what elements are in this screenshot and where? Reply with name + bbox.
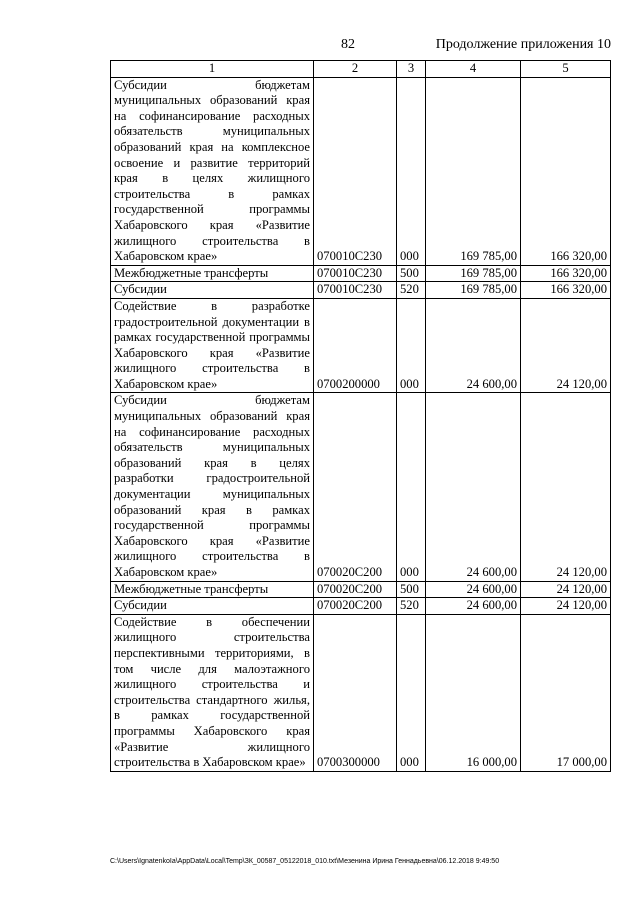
row-expense-type: 520 (397, 282, 426, 299)
budget-table (110, 60, 611, 772)
row-code: 070010С230 (314, 77, 397, 265)
row-sum-first: 169 785,00 (426, 282, 521, 299)
row-sum-second: 24 120,00 (521, 598, 611, 615)
row-name: Межбюджетные трансферты (111, 581, 314, 598)
row-code: 070010С230 (314, 265, 397, 282)
row-sum-first: 24 600,00 (426, 393, 521, 581)
row-expense-type: 000 (397, 77, 426, 265)
row-name: Субсидии (111, 282, 314, 299)
row-code: 070020С200 (314, 393, 397, 581)
row-sum-first: 24 600,00 (426, 298, 521, 393)
column-header: 2 (314, 61, 397, 78)
row-expense-type: 500 (397, 265, 426, 282)
column-number-row (111, 61, 611, 78)
appendix-label: Продолжение приложения 10 (435, 37, 611, 52)
row-name: Содействие в разработке градостроительной документации в рамках государственной программы Хабаровского края «Развитие жилищного строительства в Хабаровском крае» (111, 298, 314, 393)
row-code: 070010С230 (314, 282, 397, 299)
row-sum-first: 169 785,00 (426, 77, 521, 265)
table-row (111, 298, 611, 393)
column-header: 5 (521, 61, 611, 78)
column-header: 1 (111, 61, 314, 78)
row-sum-first: 24 600,00 (426, 598, 521, 615)
row-code: 070020С200 (314, 581, 397, 598)
row-sum-second: 166 320,00 (521, 265, 611, 282)
table-row (111, 282, 611, 299)
row-sum-second: 166 320,00 (521, 77, 611, 265)
row-name: Субсидии бюджетам муниципальных образований края на софинансирование расходных обязательств муниципальных образований края на комплексное освоение и развитие территорий края в целях жилищного строительства в рамках государственной программы Хабаровского края «Развитие жилищного строительства в Хабаровском крае» (111, 77, 314, 265)
table-row (111, 581, 611, 598)
row-sum-first: 169 785,00 (426, 265, 521, 282)
column-header: 3 (397, 61, 426, 78)
row-expense-type: 520 (397, 598, 426, 615)
page-number: 82 (341, 37, 355, 52)
row-code: 0700300000 (314, 614, 397, 771)
row-sum-second: 24 120,00 (521, 393, 611, 581)
row-expense-type: 500 (397, 581, 426, 598)
table-row (111, 598, 611, 615)
table-row (111, 614, 611, 771)
row-sum-second: 24 120,00 (521, 581, 611, 598)
row-name: Субсидии бюджетам муниципальных образований края на софинансирование расходных обязательств муниципальных образований края в целях разработки градостроительной документации муниципальных образований края в рамках государственной программы Хабаровского края «Развитие жилищного строительства в Хабаровском крае» (111, 393, 314, 581)
row-sum-second: 17 000,00 (521, 614, 611, 771)
row-code: 070020С200 (314, 598, 397, 615)
table-row (111, 265, 611, 282)
row-sum-second: 24 120,00 (521, 298, 611, 393)
file-path-footer: C:\Users\IgnatenkoIa\AppData\Local\Temp\ЗК_00587_05122018_010.txt\Мезенина Ирина Геннадьевна\06.12.2018 9:49:50 (110, 858, 500, 865)
row-expense-type: 000 (397, 393, 426, 581)
row-sum-second: 166 320,00 (521, 282, 611, 299)
row-sum-first: 24 600,00 (426, 581, 521, 598)
row-name: Субсидии (111, 598, 314, 615)
table-row (111, 77, 611, 265)
row-code: 0700200000 (314, 298, 397, 393)
row-sum-first: 16 000,00 (426, 614, 521, 771)
column-header: 4 (426, 61, 521, 78)
row-name: Межбюджетные трансферты (111, 265, 314, 282)
row-name: Содействие в обеспечении жилищного строительства перспективными территориями, в том числе для малоэтажного жилищного строительства и строительства стандартного жилья, в рамках государственной программы Хабаровского края «Развитие жилищного строительства в Хабаровском крае» (111, 614, 314, 771)
row-expense-type: 000 (397, 298, 426, 393)
row-expense-type: 000 (397, 614, 426, 771)
table-row (111, 393, 611, 581)
